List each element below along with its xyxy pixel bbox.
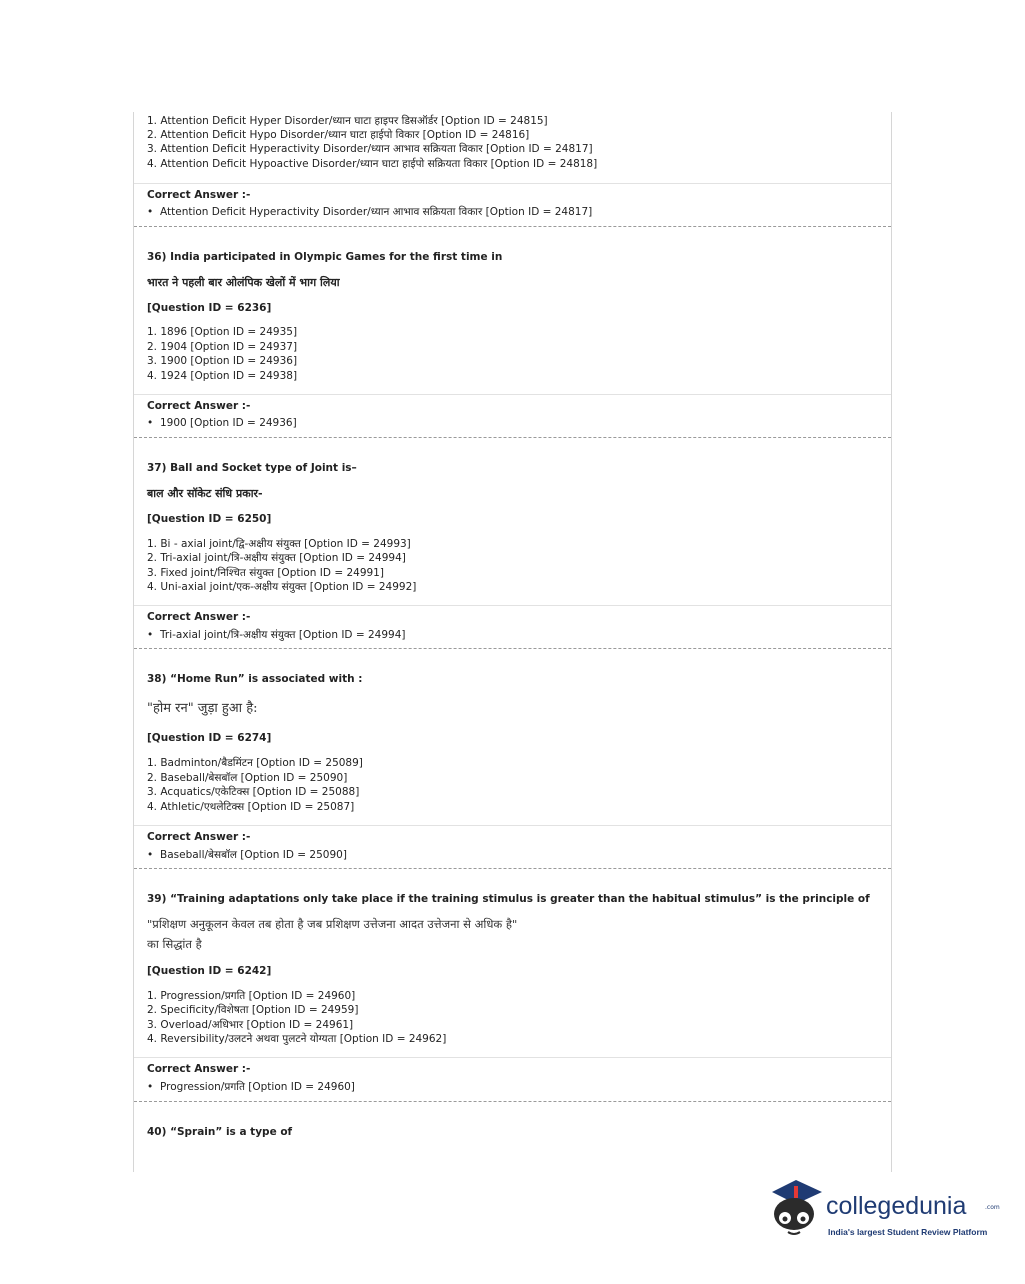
q39-question-id: [Question ID = 6242] — [147, 965, 272, 977]
divider — [134, 183, 891, 184]
q39-hindi-line-2: का सिद्धांत है — [147, 937, 202, 951]
q37-answer-text: Tri-axial joint/त्रि-अक्षीय संयुक्त [Option ID = 24994] — [160, 629, 406, 641]
question-separator — [134, 226, 891, 227]
q39-hindi-line-1: "प्रशिक्षण अनुकूलन केवल तब होता है जब प्रशिक्षण उत्तेजना आदत उत्तेजना से अधिक है" — [147, 917, 518, 931]
q38-answer — [147, 848, 347, 862]
q35-option-2: 2. Attention Deficit Hypo Disorder/ध्यान घाटा हाईपो विकार [Option ID = 24816] — [147, 129, 530, 141]
q35-answer-text: Attention Deficit Hyperactivity Disorder/ध्यान आभाव सक्रियता विकार [Option ID = 24817] — [160, 206, 593, 218]
q38-option-3: 3. Acquatics/एकेटिक्स [Option ID = 25088] — [147, 786, 360, 798]
q36-hindi: भारत ने पहली बार ओलंपिक खेलों में भाग लिया — [147, 276, 340, 289]
divider — [134, 394, 891, 395]
question-separator — [134, 648, 891, 649]
q36-option-2: 2. 1904 [Option ID = 24937] — [147, 341, 298, 353]
q39-option-4: 4. Reversibility/उलटने अथवा पुलटने योग्यता [Option ID = 24962] — [147, 1033, 447, 1045]
q37-hindi: बाल और सॉकेट संधि प्रकार- — [147, 487, 263, 500]
bullet-icon: • — [147, 1081, 154, 1093]
q37-option-2: 2. Tri-axial joint/त्रि-अक्षीय संयुक्त [Option ID = 24994] — [147, 552, 406, 564]
q37-option-1: 1. Bi - axial joint/द्वि-अक्षीय संयुक्त [Option ID = 24993] — [147, 538, 411, 550]
q39-answer-label: Correct Answer :- — [147, 1063, 251, 1075]
q35-option-4: 4. Attention Deficit Hypoactive Disorder/ध्यान घाटा हाईपो सक्रियता विकार [Option ID = 24818] — [147, 158, 598, 170]
divider — [134, 1057, 891, 1058]
divider — [134, 605, 891, 606]
q38-option-1: 1. Badminton/बैडमिंटन [Option ID = 25089] — [147, 757, 363, 769]
q37-option-3: 3. Fixed joint/निश्चित संयुक्त [Option ID = 24991] — [147, 567, 384, 579]
question-paper — [133, 112, 892, 1172]
question-separator — [134, 868, 891, 869]
brand-name: collegedunia — [826, 1192, 967, 1220]
q37-answer — [147, 628, 406, 642]
graduate-mascot-icon — [768, 1178, 826, 1240]
q37-question-id: [Question ID = 6250] — [147, 513, 272, 525]
q39-title: 39) “Training adaptations only take place if the training stimulus is greater than the habitual stimulus” is the principle of — [147, 893, 870, 905]
q36-option-4: 4. 1924 [Option ID = 24938] — [147, 370, 298, 382]
q36-option-1: 1. 1896 [Option ID = 24935] — [147, 326, 298, 338]
q36-answer — [147, 417, 297, 429]
q37-option-4: 4. Uni-axial joint/एक-अक्षीय संयुक्त [Option ID = 24992] — [147, 581, 417, 593]
q38-title: 38) “Home Run” is associated with : — [147, 673, 363, 685]
q39-option-2: 2. Specificity/विशेषता [Option ID = 24959] — [147, 1004, 359, 1016]
q38-hindi: "होम रन" जुड़ा हुआ है: — [147, 701, 258, 716]
q36-question-id: [Question ID = 6236] — [147, 302, 272, 314]
divider — [134, 825, 891, 826]
q35-answer-label: Correct Answer :- — [147, 189, 251, 201]
bullet-icon: • — [147, 417, 154, 429]
q36-answer-text: 1900 [Option ID = 24936] — [160, 417, 297, 429]
question-separator — [134, 437, 891, 438]
q35-answer — [147, 205, 592, 219]
q36-title: 36) India participated in Olympic Games for the first time in — [147, 251, 503, 263]
q38-answer-text: Baseball/बेसबॉल [Option ID = 25090] — [160, 849, 347, 861]
q39-answer-text: Progression/प्रगति [Option ID = 24960] — [160, 1081, 355, 1093]
bullet-icon: • — [147, 629, 154, 641]
q39-option-3: 3. Overload/अधिभार [Option ID = 24961] — [147, 1019, 354, 1031]
brand-tagline: India's largest Student Review Platform — [828, 1227, 988, 1237]
q38-question-id: [Question ID = 6274] — [147, 732, 272, 744]
q36-answer-label: Correct Answer :- — [147, 400, 251, 412]
q38-option-2: 2. Baseball/बेसबॉल [Option ID = 25090] — [147, 772, 348, 784]
bullet-icon: • — [147, 849, 154, 861]
q35-option-3: 3. Attention Deficit Hyperactivity Disorder/ध्यान आभाव सक्रियता विकार [Option ID = 24817] — [147, 143, 593, 155]
collegedunia-logo — [768, 1178, 998, 1248]
q36-option-3: 3. 1900 [Option ID = 24936] — [147, 355, 298, 367]
q39-option-1: 1. Progression/प्रगति [Option ID = 24960] — [147, 990, 356, 1002]
q40-title: 40) “Sprain” is a type of — [147, 1126, 293, 1138]
q39-answer — [147, 1080, 355, 1094]
bullet-icon: • — [147, 206, 154, 218]
q37-title: 37) Ball and Socket type of Joint is– — [147, 462, 357, 474]
q35-option-1: 1. Attention Deficit Hyper Disorder/ध्यान घाटा हाइपर डिसऑर्डर [Option ID = 24815] — [147, 115, 548, 127]
q38-answer-label: Correct Answer :- — [147, 831, 251, 843]
brand-domain-suffix: .com — [985, 1204, 1000, 1211]
q38-option-4: 4. Athletic/एथलेटिक्स [Option ID = 25087] — [147, 801, 355, 813]
q37-answer-label: Correct Answer :- — [147, 611, 251, 623]
question-separator — [134, 1101, 891, 1102]
